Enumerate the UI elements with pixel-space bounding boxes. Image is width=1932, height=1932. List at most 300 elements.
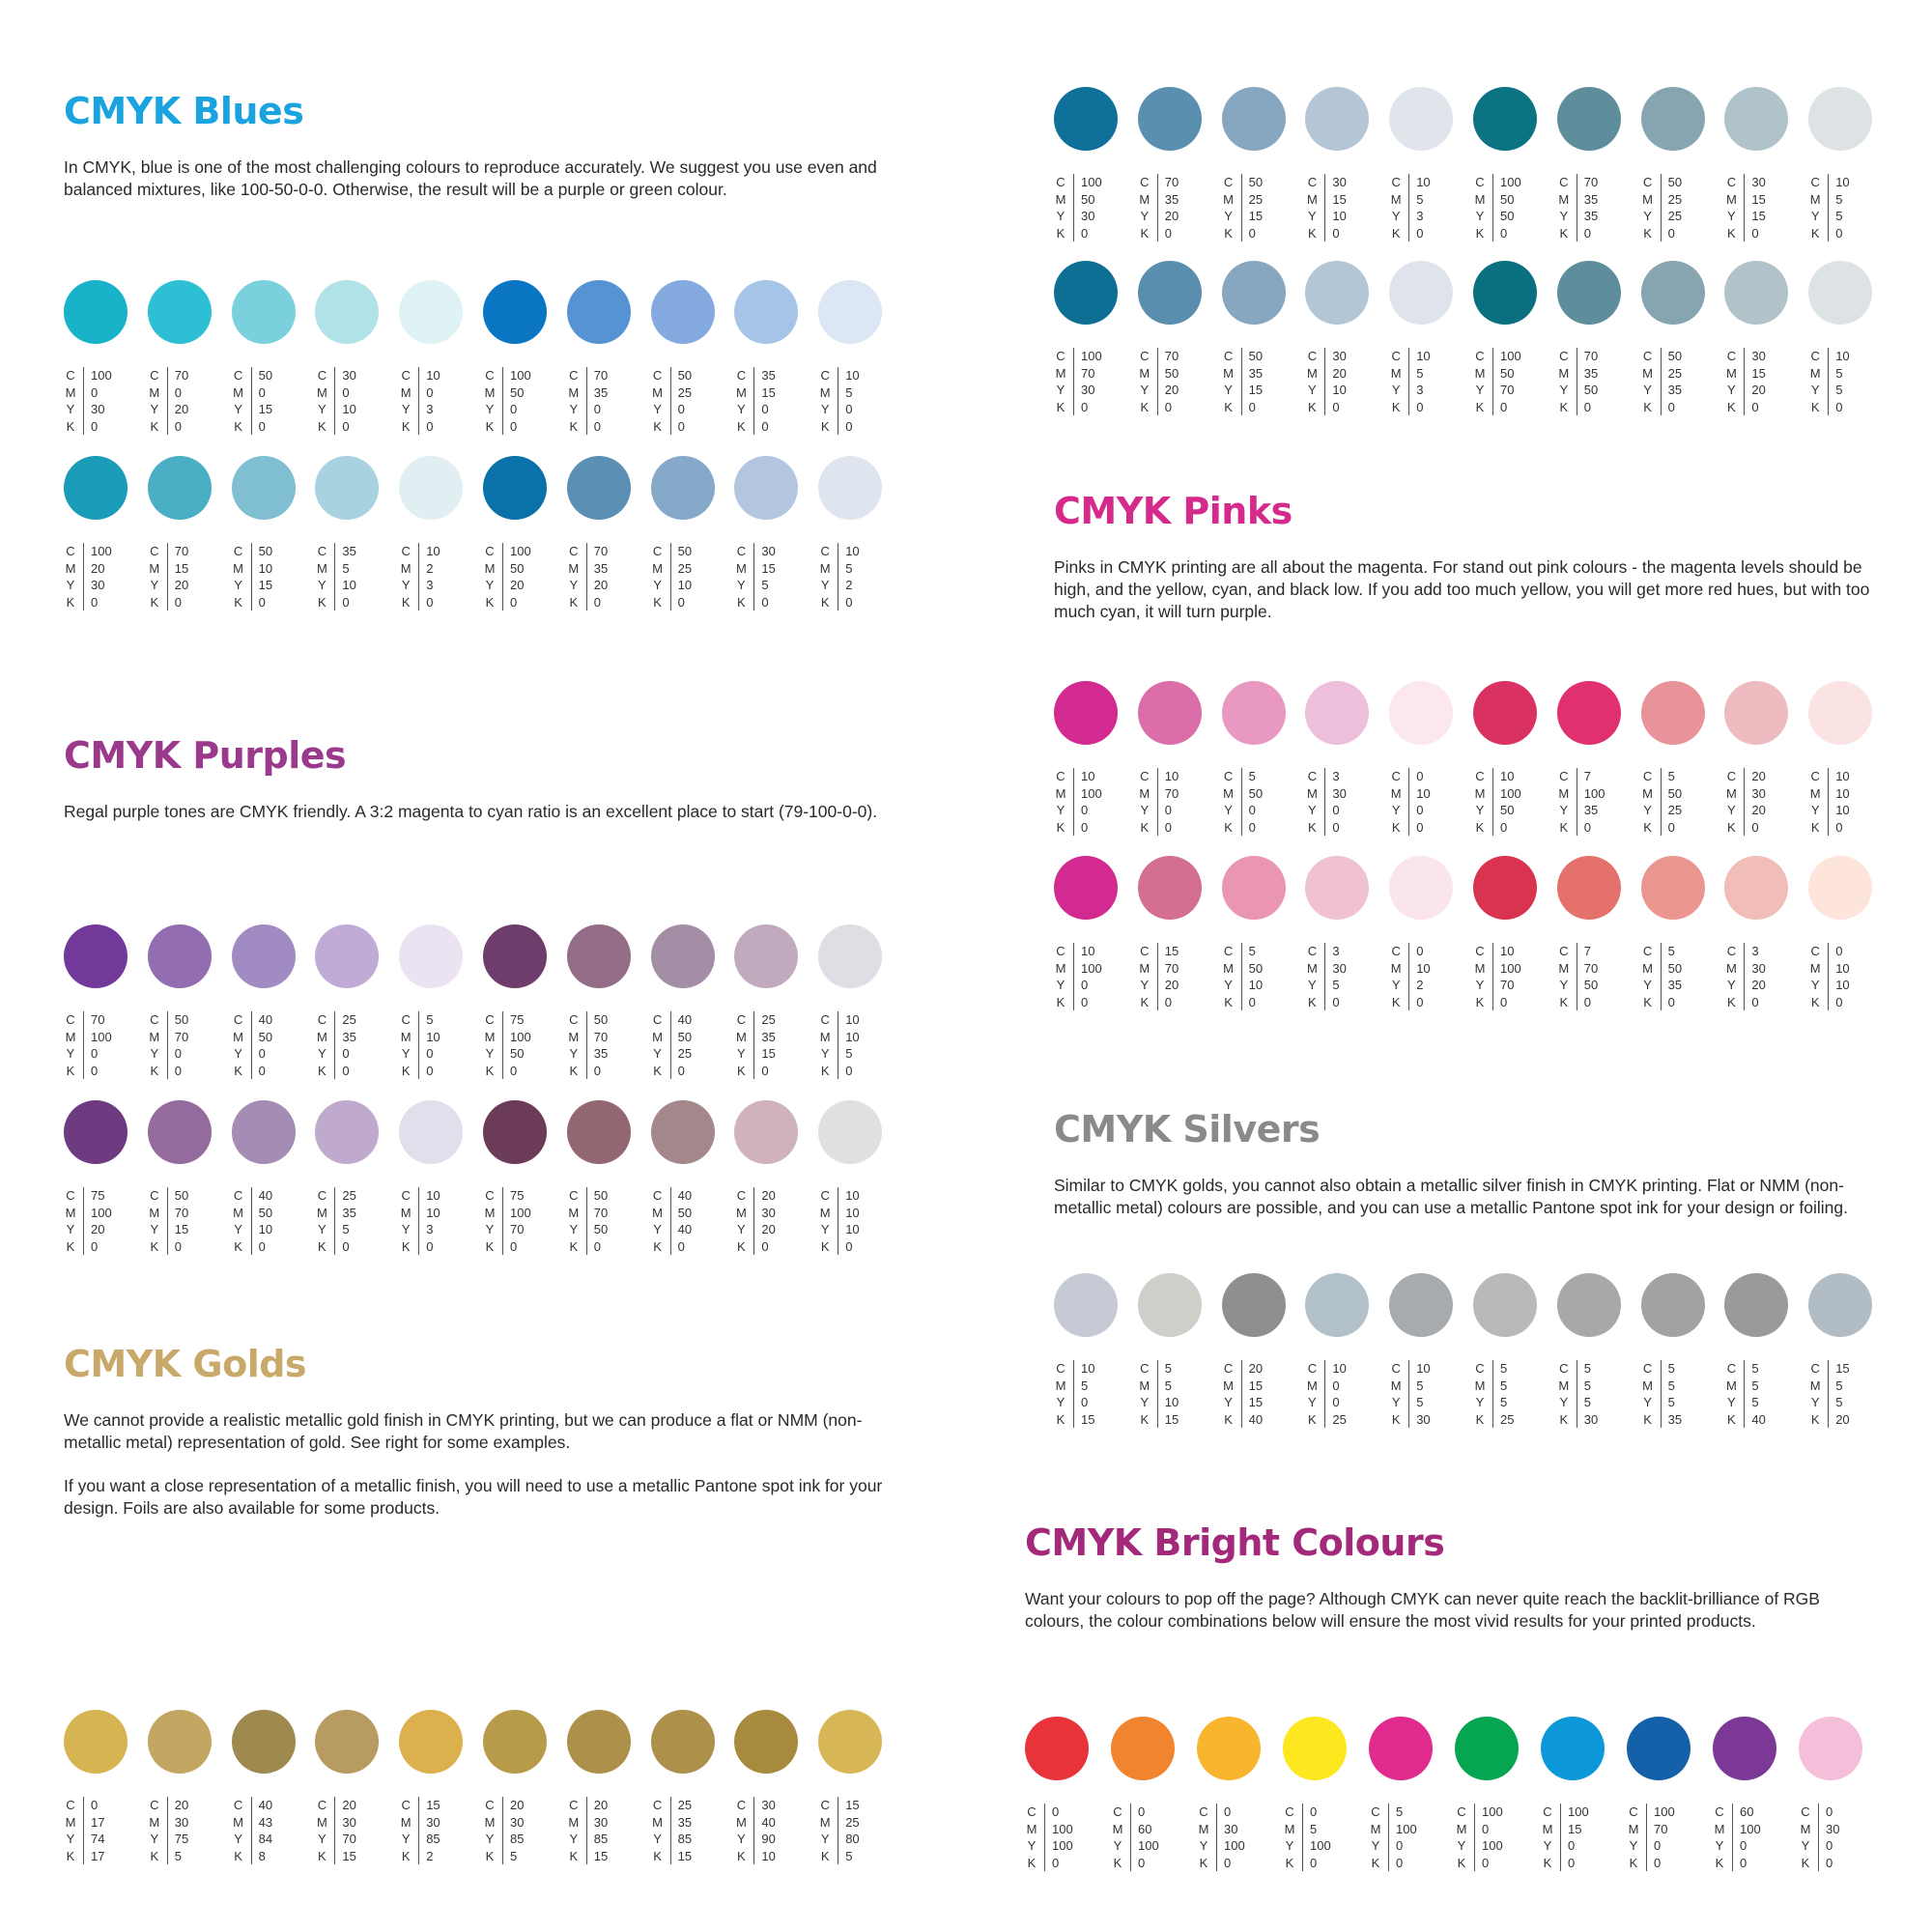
cmyk-value: 30	[761, 1205, 776, 1220]
cmyk-key: K	[66, 1063, 75, 1078]
cmyk-key: Y	[1140, 978, 1150, 992]
color-swatch	[1305, 261, 1373, 414]
brights-description: Want your colours to pop off the page? Although CMYK can never quite reach the backlit-brilliance of RGB colours, the colour combinations below will ensure the most vivid results for your printed products.	[1025, 1589, 1820, 1631]
cmyk-value: 10	[1164, 1395, 1179, 1409]
cmyk-value: 70	[174, 1205, 189, 1220]
swatch-circle	[483, 280, 547, 344]
cmyk-value: 70	[1500, 978, 1515, 992]
cmyk-key: K	[1727, 994, 1736, 1009]
cmyk-key: M	[568, 1205, 580, 1220]
cmyk-values	[1369, 1804, 1417, 1871]
cmyk-value: 70	[174, 1029, 189, 1044]
cmyk-value: 50	[258, 1205, 273, 1220]
cmyk-values	[651, 1187, 692, 1255]
cmyk-key: M	[316, 1205, 327, 1220]
swatch-circle	[1808, 87, 1872, 151]
cmyk-key: C	[1559, 769, 1569, 783]
cmyk-value: 0	[1416, 399, 1424, 414]
divider	[1661, 174, 1662, 242]
cmyk-key: K	[1027, 1855, 1037, 1870]
swatch-circle	[1138, 1273, 1202, 1337]
cmyk-value: 2	[845, 578, 853, 592]
divider	[502, 1797, 503, 1864]
color-swatch	[818, 456, 886, 610]
cmyk-value: 70	[1654, 1821, 1668, 1836]
cmyk-value: 0	[91, 1063, 99, 1078]
cmyk-key: M	[652, 1814, 664, 1830]
cmyk-key: Y	[1727, 383, 1736, 397]
cmyk-value: 50	[510, 1046, 525, 1061]
divider	[1492, 174, 1493, 242]
cmyk-values	[1473, 174, 1521, 242]
cmyk-key: Y	[1391, 1395, 1401, 1409]
color-swatch	[483, 456, 551, 610]
cmyk-value: 10	[1081, 944, 1095, 958]
cmyk-key: Y	[1475, 383, 1485, 397]
cmyk-values	[232, 543, 272, 611]
swatch-circle	[232, 1100, 296, 1164]
cmyk-key: Y	[1643, 803, 1652, 817]
cmyk-value: 0	[426, 1238, 434, 1254]
cmyk-value: 30	[593, 1814, 609, 1830]
divider	[1324, 174, 1325, 242]
cmyk-value: 40	[761, 1814, 776, 1830]
divider	[670, 1187, 671, 1255]
cmyk-value: 5	[1310, 1821, 1318, 1836]
cmyk-key: Y	[1475, 1395, 1485, 1409]
cmyk-value: 30	[761, 544, 776, 558]
cmyk-value: 70	[1164, 960, 1179, 976]
divider	[1073, 768, 1074, 836]
divider	[251, 367, 252, 435]
cmyk-key: C	[736, 368, 747, 383]
swatch-circle	[1641, 261, 1705, 325]
cmyk-value: 0	[426, 1046, 434, 1061]
divider	[586, 367, 587, 435]
cmyk-value: 25	[1248, 191, 1264, 207]
cmyk-key: C	[66, 544, 75, 558]
cmyk-value: 70	[174, 368, 189, 383]
cmyk-values	[1222, 348, 1263, 415]
cmyk-values	[567, 1187, 608, 1255]
cmyk-key: C	[652, 1188, 663, 1203]
cmyk-value: 50	[258, 1029, 273, 1044]
cmyk-key: M	[484, 1814, 496, 1830]
cmyk-key: C	[1223, 175, 1234, 189]
cmyk-key: M	[652, 1205, 664, 1220]
divider	[167, 1187, 168, 1255]
silvers-section	[1054, 1108, 1904, 1219]
color-swatch	[1222, 261, 1290, 414]
cmyk-value: 5	[1248, 769, 1256, 783]
cmyk-key: C	[1223, 349, 1234, 363]
cmyk-key: M	[65, 384, 76, 400]
swatch-circle	[734, 456, 798, 520]
cmyk-key: C	[1391, 769, 1401, 783]
cmyk-key: M	[65, 1205, 76, 1220]
cmyk-key: K	[1140, 225, 1150, 241]
cmyk-key: Y	[485, 402, 495, 416]
swatch-circle	[1054, 1273, 1118, 1337]
cmyk-value: 100	[1583, 785, 1605, 801]
cmyk-value: 15	[845, 1798, 860, 1812]
cmyk-key: K	[653, 418, 662, 434]
cmyk-values	[567, 1011, 608, 1079]
cmyk-value: 20	[91, 1222, 105, 1236]
cmyk-key: C	[1223, 944, 1234, 958]
cmyk-value: 50	[677, 544, 693, 558]
cmyk-value: 0	[1416, 819, 1424, 835]
cmyk-values	[567, 367, 608, 435]
cmyk-key: C	[652, 1798, 663, 1812]
cmyk-key: M	[652, 1029, 664, 1044]
cmyk-key: Y	[318, 1222, 327, 1236]
cmyk-key: C	[1810, 1361, 1820, 1376]
cmyk-key: Y	[234, 1046, 242, 1061]
cmyk-value: 75	[510, 1188, 525, 1203]
cmyk-key: M	[819, 1814, 831, 1830]
swatch-circle	[232, 1710, 296, 1774]
cmyk-value: 15	[258, 402, 273, 416]
cmyk-value: 0	[510, 418, 518, 434]
cmyk-key: K	[1643, 225, 1652, 241]
cmyk-key: C	[1726, 944, 1737, 958]
cmyk-key: M	[1223, 960, 1235, 976]
swatch-circle	[399, 1100, 463, 1164]
cmyk-value: 10	[1416, 785, 1431, 801]
cmyk-values	[1305, 348, 1346, 415]
cmyk-key: K	[401, 1848, 411, 1863]
swatch-circle	[1641, 87, 1705, 151]
cmyk-values	[734, 1011, 775, 1079]
cmyk-key: K	[485, 1063, 495, 1078]
cmyk-value: 35	[1583, 803, 1599, 817]
cmyk-key: K	[150, 1848, 159, 1863]
cmyk-value: 20	[593, 1798, 609, 1812]
cmyk-key: Y	[1391, 383, 1401, 397]
cmyk-values	[1713, 1804, 1761, 1871]
color-swatch	[1641, 261, 1709, 414]
cmyk-value: 10	[1835, 349, 1850, 363]
cmyk-key: Y	[1810, 383, 1820, 397]
color-swatch	[818, 924, 886, 1078]
cmyk-values	[1389, 768, 1430, 836]
cmyk-value: 50	[1500, 365, 1515, 381]
cmyk-key: C	[569, 368, 579, 383]
cmyk-values	[1389, 174, 1430, 242]
cmyk-value: 0	[845, 594, 853, 610]
cmyk-value: 0	[174, 594, 183, 610]
cmyk-key: C	[1391, 1361, 1401, 1376]
cmyk-key: M	[1642, 191, 1654, 207]
swatch-circle	[1724, 856, 1788, 920]
silvers-title: CMYK Silvers	[1054, 1108, 1321, 1151]
swatch-circle	[148, 456, 212, 520]
cmyk-value: 0	[1332, 803, 1340, 817]
cmyk-key: Y	[653, 1832, 662, 1846]
cmyk-value: 0	[1835, 225, 1843, 241]
cmyk-value: 0	[1081, 225, 1089, 241]
cmyk-values	[1541, 1804, 1589, 1871]
divider	[1744, 943, 1745, 1010]
cmyk-key: C	[569, 1798, 579, 1812]
color-swatch	[64, 280, 131, 434]
swatch-circle	[232, 456, 296, 520]
cmyk-key: C	[1140, 349, 1150, 363]
swatch-circle	[1713, 1717, 1776, 1780]
cmyk-key: M	[1139, 1378, 1151, 1393]
cmyk-value: 100	[1482, 1838, 1503, 1853]
cmyk-key: M	[1306, 960, 1318, 976]
swatch-circle	[399, 924, 463, 988]
color-swatch	[1305, 1273, 1373, 1427]
cmyk-key: C	[1559, 1361, 1569, 1376]
cmyk-value: 20	[1751, 769, 1766, 783]
cmyk-values	[64, 367, 112, 435]
cmyk-value: 0	[1138, 1804, 1146, 1819]
cmyk-value: 10	[258, 1222, 273, 1236]
divider	[1474, 1804, 1475, 1871]
cmyk-key: Y	[1308, 978, 1317, 992]
cmyk-key: Y	[401, 402, 411, 416]
divider	[1828, 1360, 1829, 1428]
cmyk-key: K	[234, 1063, 242, 1078]
cmyk-value: 20	[761, 1188, 776, 1203]
swatch-circle	[734, 1710, 798, 1774]
swatch-circle	[399, 456, 463, 520]
cmyk-values	[483, 1011, 531, 1079]
cmyk-values	[1724, 943, 1765, 1010]
swatch-circle	[1283, 1717, 1347, 1780]
cmyk-value: 100	[510, 1029, 531, 1044]
cmyk-key: M	[1725, 785, 1737, 801]
cmyk-key: Y	[1643, 209, 1652, 223]
cmyk-key: C	[66, 1798, 75, 1812]
cmyk-value: 0	[91, 594, 99, 610]
cmyk-key: M	[400, 384, 412, 400]
cmyk-key: Y	[1140, 1395, 1150, 1409]
color-swatch	[567, 1710, 635, 1863]
cmyk-key: K	[737, 1063, 746, 1078]
cmyk-key: M	[1223, 191, 1235, 207]
cmyk-key: M	[400, 1029, 412, 1044]
cmyk-key: C	[569, 544, 579, 558]
cmyk-key: K	[1140, 819, 1150, 835]
cmyk-key: M	[1809, 1378, 1821, 1393]
cmyk-key: K	[1391, 1411, 1401, 1427]
divider	[586, 1187, 587, 1255]
cmyk-value: 0	[1500, 994, 1508, 1009]
cmyk-value: 25	[1667, 191, 1683, 207]
cmyk-value: 5	[1835, 1378, 1843, 1393]
cmyk-value: 20	[1164, 383, 1179, 397]
divider	[1818, 1804, 1819, 1871]
color-swatch	[1641, 87, 1709, 241]
cmyk-key: K	[1056, 1411, 1065, 1427]
divider	[1828, 174, 1829, 242]
cmyk-value: 0	[1164, 803, 1173, 817]
swatch-circle	[1222, 681, 1286, 745]
cmyk-value: 50	[677, 1205, 693, 1220]
cmyk-key: K	[1643, 1411, 1652, 1427]
color-swatch	[734, 1710, 802, 1863]
swatch-circle	[483, 456, 547, 520]
color-swatch	[483, 1710, 551, 1863]
swatch-circle	[1557, 1273, 1621, 1337]
cmyk-value: 35	[677, 1814, 693, 1830]
cmyk-value: 0	[1248, 399, 1256, 414]
cmyk-key: C	[1559, 349, 1569, 363]
cmyk-value: 100	[1052, 1821, 1073, 1836]
cmyk-values	[1138, 348, 1179, 415]
cmyk-key: M	[1055, 1378, 1066, 1393]
cmyk-values	[399, 543, 440, 611]
cmyk-values	[399, 1187, 440, 1255]
cmyk-values	[1724, 174, 1765, 242]
cmyk-value: 50	[1667, 175, 1683, 189]
cmyk-value: 50	[1248, 349, 1264, 363]
cmyk-key: M	[568, 560, 580, 576]
cmyk-key: K	[1559, 819, 1569, 835]
cmyk-value: 0	[510, 1238, 518, 1254]
cmyk-key: Y	[1727, 803, 1736, 817]
cmyk-key: K	[820, 1063, 830, 1078]
cmyk-key: Y	[737, 1832, 746, 1846]
cmyk-value: 5	[1164, 1361, 1173, 1376]
divider	[334, 543, 335, 611]
cmyk-key: C	[1642, 175, 1653, 189]
cmyk-values	[734, 367, 775, 435]
cmyk-value: 50	[1667, 349, 1683, 363]
cmyk-key: C	[401, 1188, 411, 1203]
cmyk-value: 0	[677, 418, 685, 434]
cmyk-value: 15	[1751, 365, 1766, 381]
swatch-circle	[1305, 681, 1369, 745]
cmyk-value: 5	[1583, 1395, 1592, 1409]
color-swatch	[1389, 681, 1457, 835]
cmyk-value: 0	[845, 1063, 853, 1078]
cmyk-value: 0	[258, 1063, 266, 1078]
divider	[1157, 348, 1158, 415]
color-swatch	[148, 456, 215, 610]
color-swatch	[651, 1100, 719, 1254]
cmyk-values	[1641, 174, 1682, 242]
cmyk-key: Y	[150, 1832, 159, 1846]
cmyk-key: Y	[1056, 803, 1065, 817]
cmyk-key: K	[1559, 225, 1569, 241]
cmyk-key: Y	[1727, 978, 1736, 992]
cmyk-key: K	[1391, 994, 1401, 1009]
cmyk-value: 5	[426, 1012, 434, 1027]
swatch-circle	[1799, 1717, 1862, 1780]
swatch-circle	[1138, 87, 1202, 151]
cmyk-value: 0	[1583, 225, 1592, 241]
cmyk-value: 0	[1081, 994, 1089, 1009]
cmyk-key: C	[317, 1188, 327, 1203]
swatch-circle	[232, 924, 296, 988]
cmyk-values	[1025, 1804, 1073, 1871]
cmyk-value: 5	[1500, 1378, 1508, 1393]
cmyk-key: M	[149, 1205, 160, 1220]
cmyk-key: K	[1810, 1411, 1820, 1427]
cmyk-key: Y	[1457, 1838, 1466, 1853]
divider	[1492, 943, 1493, 1010]
swatch-circle	[1222, 261, 1286, 325]
cmyk-value: 0	[1751, 994, 1759, 1009]
cmyk-value: 10	[845, 368, 860, 383]
cmyk-key: C	[1285, 1804, 1294, 1819]
cmyk-value: 0	[91, 418, 99, 434]
cmyk-key: C	[736, 544, 747, 558]
cmyk-values	[1473, 348, 1521, 415]
cmyk-value: 0	[845, 1238, 853, 1254]
divider	[1073, 1360, 1074, 1428]
swatch-circle	[1054, 87, 1118, 151]
cmyk-values	[148, 1187, 188, 1255]
cmyk-value: 5	[1835, 383, 1843, 397]
cmyk-value: 30	[426, 1814, 440, 1830]
cmyk-value: 0	[1751, 399, 1759, 414]
cmyk-key: Y	[66, 1832, 75, 1846]
cmyk-value: 0	[510, 402, 518, 416]
swatch-circle	[818, 280, 882, 344]
cmyk-value: 0	[1835, 819, 1843, 835]
cmyk-key: Y	[1027, 1838, 1037, 1853]
cmyk-values	[483, 543, 531, 611]
color-swatch	[1138, 681, 1206, 835]
cmyk-values	[64, 543, 112, 611]
cmyk-value: 15	[1751, 209, 1766, 223]
swatch-circle	[1641, 856, 1705, 920]
cmyk-value: 30	[91, 402, 105, 416]
color-swatch	[1808, 856, 1876, 1009]
cmyk-key: M	[1542, 1821, 1553, 1836]
cmyk-value: 0	[510, 1063, 518, 1078]
cmyk-value: 10	[845, 1222, 860, 1236]
cmyk-key: C	[1726, 175, 1737, 189]
cmyk-key: Y	[737, 1222, 746, 1236]
cmyk-key: C	[1475, 769, 1485, 783]
swatch-circle	[1138, 856, 1202, 920]
cmyk-value: 100	[1396, 1821, 1417, 1836]
color-swatch	[1713, 1717, 1780, 1870]
cmyk-value: 30	[510, 1814, 525, 1830]
cmyk-key: M	[1809, 191, 1821, 207]
cmyk-values	[1197, 1804, 1245, 1871]
cmyk-key: M	[1370, 1821, 1381, 1836]
cmyk-key: K	[1056, 399, 1065, 414]
cmyk-values	[64, 1011, 112, 1079]
cmyk-values	[1808, 768, 1849, 836]
cmyk-key: K	[569, 594, 579, 610]
divider	[1324, 768, 1325, 836]
cmyk-value: 2	[426, 1848, 434, 1863]
cmyk-value: 50	[1248, 785, 1264, 801]
cmyk-key: M	[1725, 191, 1737, 207]
cmyk-value: 8	[258, 1848, 266, 1863]
divider	[502, 367, 503, 435]
cmyk-value: 30	[1081, 383, 1095, 397]
cmyk-value: 30	[1332, 175, 1347, 189]
cmyk-value: 100	[1310, 1838, 1331, 1853]
cmyk-key: K	[1224, 819, 1233, 835]
cmyk-key: M	[484, 1029, 496, 1044]
color-swatch	[1389, 261, 1457, 414]
divider	[753, 1797, 754, 1864]
cmyk-key: K	[1810, 399, 1820, 414]
cmyk-value: 30	[342, 1814, 356, 1830]
cmyk-key: C	[569, 1012, 579, 1027]
